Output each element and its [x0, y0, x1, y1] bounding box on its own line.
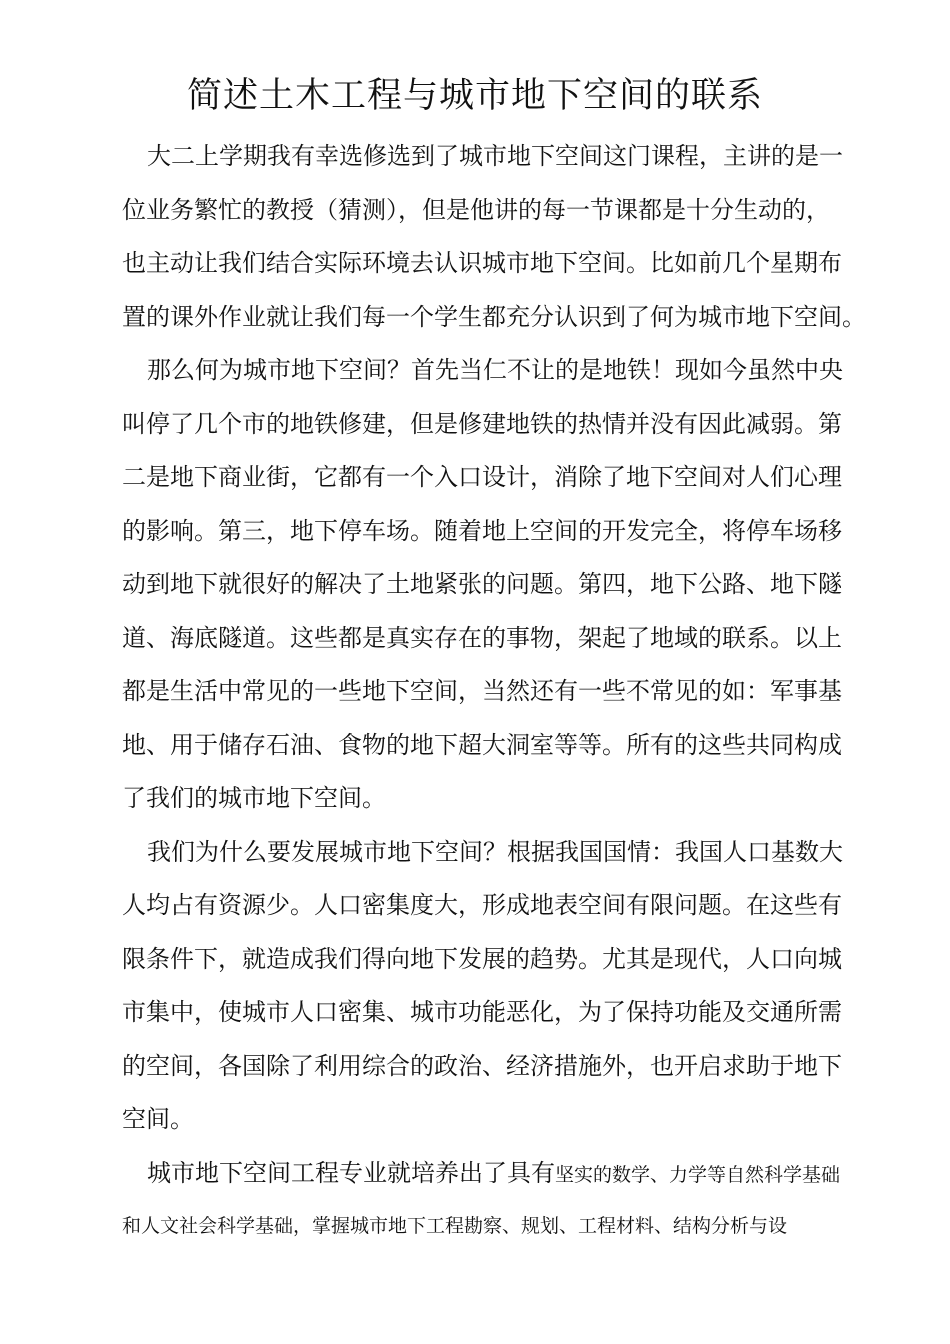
paragraph-1-line-3: 也主动让我们结合实际环境去认识城市地下空间。比如前几个星期布 — [122, 249, 842, 277]
paragraph-1-line-4: 置的课外作业就让我们每一个学生都充分认识到了何为城市地下空间。 — [122, 302, 866, 331]
paragraph-1-line-1: 大二上学期我有幸选修选到了城市地下空间这门课程，主讲的是一 — [147, 142, 843, 170]
paragraph-4-line-1 — [122, 1147, 842, 1201]
paragraph-2-line-8: 地、用于储存石油、食物的地下超大洞室等等。所有的这些共同构成 — [122, 730, 842, 759]
paragraph-3-line-3: 限条件下，就造成我们得向地下发展的趋势。尤其是现代，人口向城 — [122, 944, 842, 973]
paragraph-4-line-1-part-2: 坚实的数学、力学等自然科学基础 — [555, 1163, 841, 1186]
paragraph-2-line-5: 动到地下就很好的解决了土地紧张的问题。第四，地下公路、地下隧 — [122, 570, 842, 598]
document-title: 简述土木工程与城市地下空间的联系 — [186, 76, 763, 116]
paragraph-3-line-5: 的空间，各国除了利用综合的政治、经济措施外，也开启求助于地下 — [122, 1051, 842, 1080]
paragraph-2-line-2: 叫停了几个市的地铁修建，但是修建地铁的热情并没有因此减弱。第 — [122, 409, 842, 438]
paragraph-4-line-2: 和人文社会科学基础，掌握城市地下工程勘察、规划、工程材料、结构分析与设 — [122, 1215, 788, 1237]
paragraph-3-line-4: 市集中，使城市人口密集、城市功能恶化，为了保持功能及交通所需 — [122, 998, 842, 1026]
paragraph-3-line-2: 人均占有资源少。人口密集度大，形成地表空间有限问题。在这些有 — [122, 891, 842, 919]
paragraph-3-line-1: 我们为什么要发展城市地下空间？根据我国国情：我国人口基数大 — [147, 837, 843, 866]
paragraph-1-line-2: 位业务繁忙的教授（猜测），但是他讲的每一节课都是十分生动的， — [122, 195, 830, 224]
paragraph-2-line-9: 了我们的城市地下空间。 — [122, 784, 386, 812]
paragraph-4-line-1-part-1: 城市地下空间工程专业就培养出了具有 — [147, 1158, 555, 1187]
paragraph-2-line-7: 都是生活中常见的一些地下空间，当然还有一些不常见的如：军事基 — [122, 677, 842, 705]
paragraph-3-line-6: 空间。 — [122, 1105, 194, 1133]
paragraph-2-line-6: 道、海底隧道。这些都是真实存在的事物，架起了地域的联系。以上 — [122, 623, 842, 652]
paragraph-2-line-1: 那么何为城市地下空间？首先当仁不让的是地铁！现如今虽然中央 — [147, 356, 843, 384]
document-body — [122, 130, 866, 1254]
paragraph-2-line-4: 的影响。第三，地下停车场。随着地上空间的开发完全，将停车场移 — [122, 516, 842, 545]
paragraph-2-line-3: 二是地下商业街，它都有一个入口设计，消除了地下空间对人们心理 — [122, 463, 842, 491]
